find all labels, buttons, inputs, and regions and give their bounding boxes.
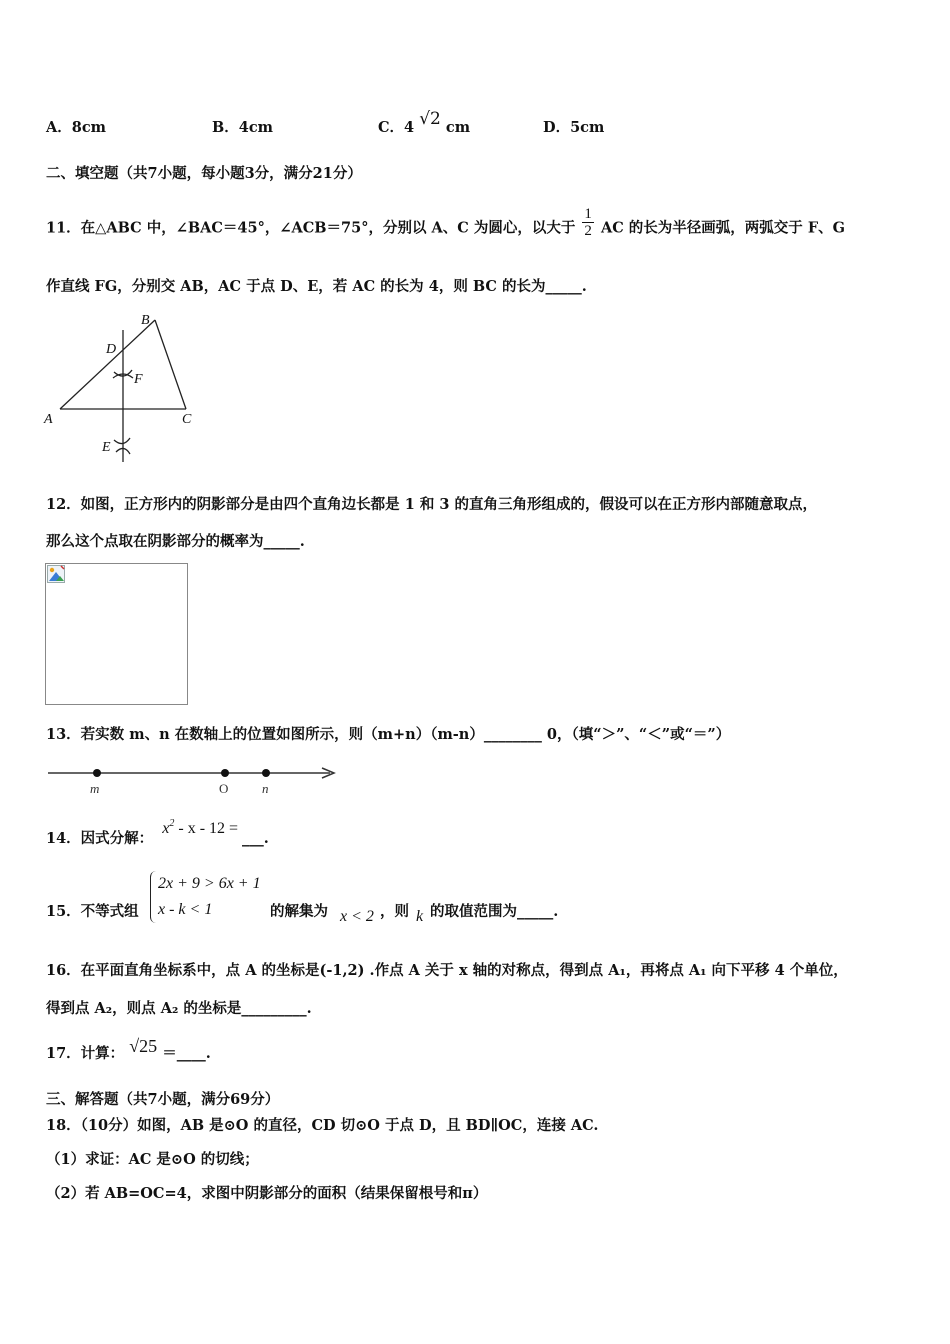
option-c-label: C．4: [378, 119, 415, 136]
q11-line1-b: AC 的长为半径画弧，两弧交于 F、G: [600, 219, 846, 237]
section-3-title: 三、解答题（共7小题，满分69分）: [46, 1091, 280, 1108]
label-c: C: [182, 412, 192, 427]
q11-fraction-num: 1: [584, 206, 592, 222]
q18-part1: （1）求证：AC 是⊙O 的切线；: [46, 1151, 259, 1168]
label-d: D: [106, 342, 117, 357]
label-m: m: [90, 781, 100, 796]
label-f: F: [134, 372, 143, 387]
q11-fraction-den: 2: [584, 223, 592, 239]
q14-blank: ___.: [242, 830, 269, 847]
point-n: [262, 769, 270, 777]
q17-radical: √25: [129, 1036, 158, 1056]
q12-line2: 那么这个点取在阴影部分的概率为_____.: [46, 533, 305, 550]
q15-prefix: 15．不等式组: [46, 903, 139, 920]
q17-suffix: ＝____.: [162, 1045, 211, 1062]
section-2-title: 二、填空题（共7小题，每小题3分，满分21分）: [46, 165, 362, 182]
q14-prefix: 14．因式分解：: [46, 830, 154, 847]
q11-line1: [46, 206, 846, 245]
q15-system: [150, 871, 261, 923]
q13-number-line: [44, 760, 344, 798]
q14-line: [46, 818, 269, 848]
q15-then: ，则: [380, 903, 409, 920]
arc-e-1: [114, 438, 130, 444]
q15-ineq2: x - k < 1: [158, 901, 213, 918]
label-o: O: [219, 781, 229, 796]
q18-part2: （2）若 AB=OC=4，求图中阴影部分的面积（结果保留根号和π）: [46, 1185, 488, 1202]
q17-prefix: 17．计算：: [46, 1045, 125, 1062]
q12-image-placeholder: [45, 563, 188, 705]
side-bc: [155, 320, 186, 409]
label-n: n: [262, 781, 269, 796]
label-e: E: [102, 440, 111, 455]
q13-text: 13．若实数 m、n 在数轴上的位置如图所示，则（m+n）（m-n）________ 0，（填“＞”、“＜”或“＝”）: [46, 726, 731, 743]
q15-suffix: 的取值范围为_____.: [430, 903, 559, 920]
q17-line: [46, 1036, 211, 1063]
q15-k: k: [416, 908, 424, 925]
q11-fraction: [582, 206, 594, 239]
q15-middle: 的解集为: [270, 903, 328, 920]
q11-triangle-figure: [40, 308, 210, 470]
q15-solution: x < 2: [340, 908, 374, 925]
q16-line1: 16．在平面直角坐标系中，点 A 的坐标是(-1,2) .作点 A 关于 x 轴的对称点，得到点 A₁，再将点 A₁ 向下平移 4 个单位，: [46, 962, 848, 979]
q16-line2: 得到点 A₂，则点 A₂ 的坐标是_________.: [46, 1000, 312, 1017]
q14-rest: - x - 12 =: [174, 820, 239, 837]
option-c-unit: cm: [445, 119, 471, 136]
q14-exponent: 2: [169, 818, 175, 829]
point-m: [93, 769, 101, 777]
point-o: [221, 769, 229, 777]
option-a: A．8cm: [46, 119, 107, 136]
q14-expression: [162, 820, 242, 837]
q12-line1: 12．如图，正方形内的阴影部分是由四个直角边长都是 1 和 3 的直角三角形组成的，假设可以在正方形内部随意取点，: [46, 496, 818, 513]
option-b: B．4cm: [212, 119, 274, 136]
q11-line2: 作直线 FG，分别交 AB，AC 于点 D、E，若 AC 的长为 4，则 BC 的长为_____.: [46, 278, 587, 295]
label-a: A: [44, 412, 53, 427]
q11-line1-a: 11．在△ABC 中，∠BAC＝45°，∠ACB＝75°，分别以 A、C 为圆心，以大于: [46, 219, 576, 237]
option-c: [378, 109, 471, 137]
broken-image-icon: [47, 565, 65, 583]
option-c-radical: √2: [419, 109, 441, 129]
q18-line1: 18．（10分）如图，AB 是⊙O 的直径，CD 切⊙O 于点 D，且 BD∥OC，连接 AC.: [46, 1117, 599, 1134]
q14-x: x: [162, 820, 170, 837]
option-d: D．5cm: [543, 119, 605, 136]
side-ab: [60, 320, 155, 409]
label-b: B: [141, 313, 150, 328]
q15-ineq1: 2x + 9 > 6x + 1: [158, 875, 261, 892]
